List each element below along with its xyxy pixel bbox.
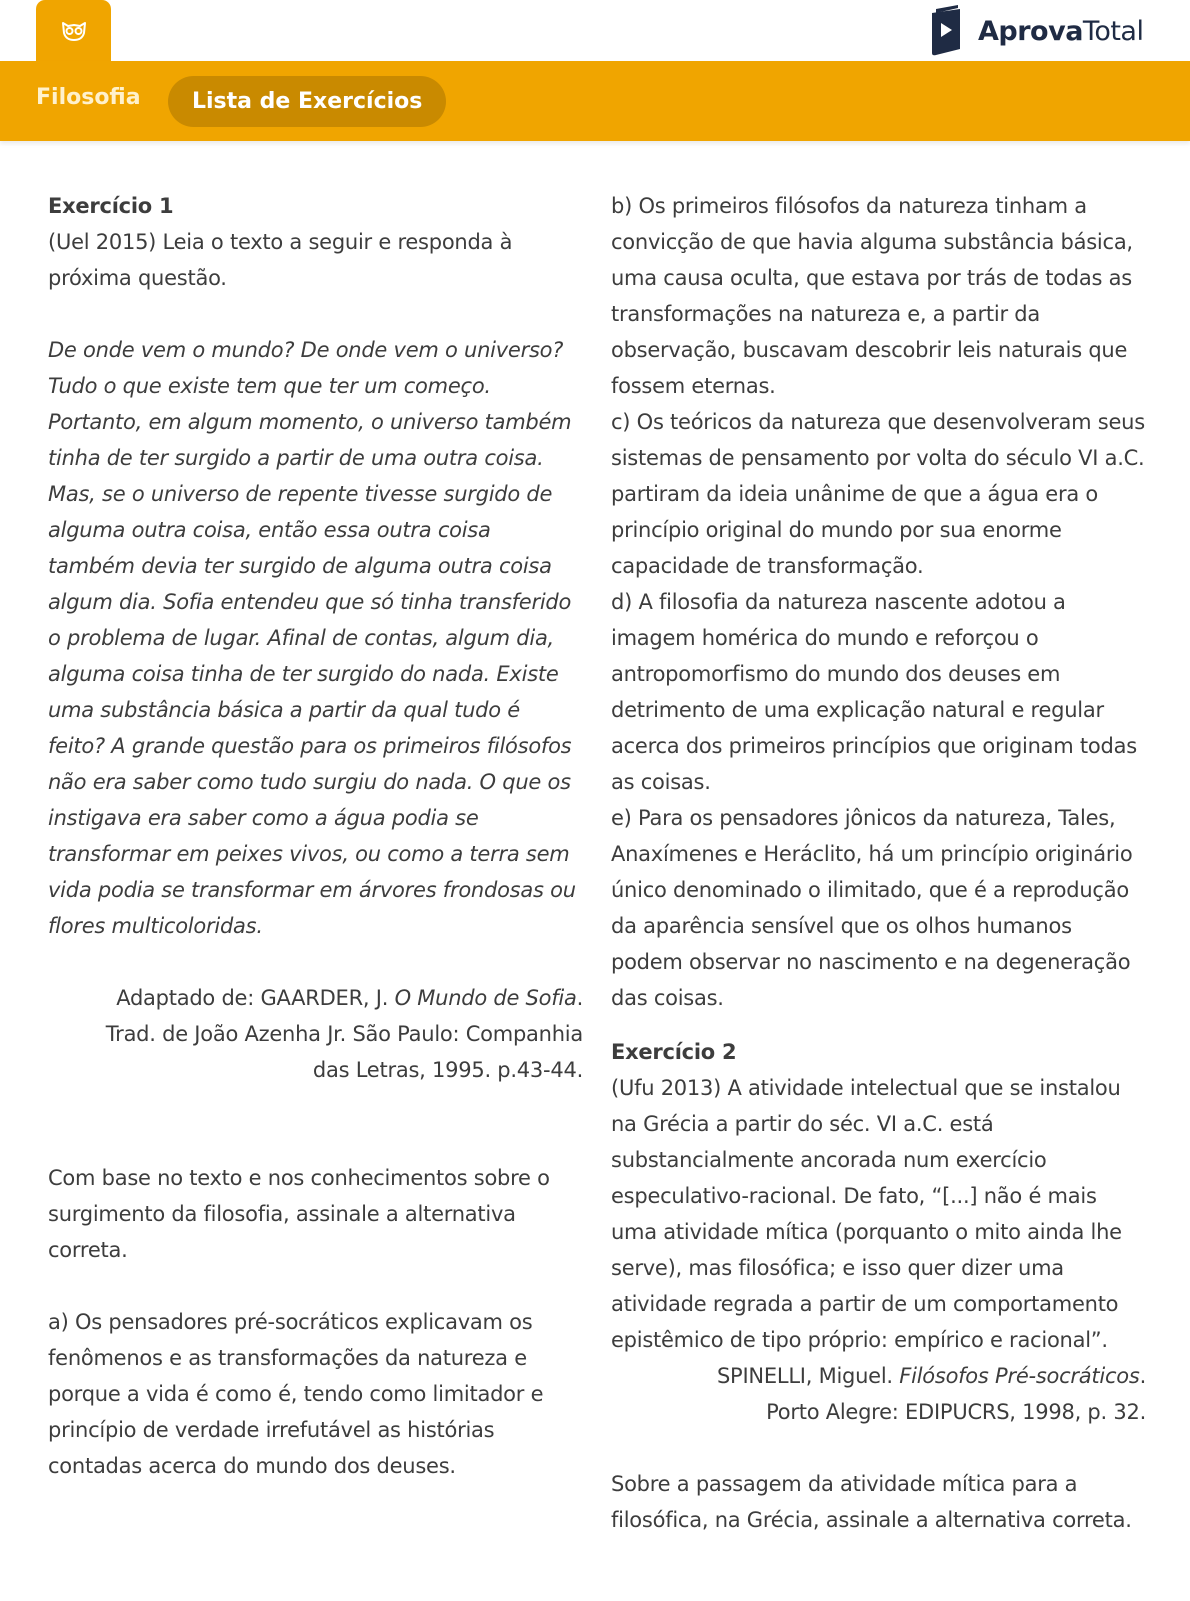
exercise-1-option-c: c) Os teóricos da natureza que desenvolveram seus sistemas de pensamento por volta do século VI a.C. partiram da ideia unânime de que a água era o princípio original do mundo por sua enorme capacidade de transformação. <box>611 410 1145 578</box>
right-column <box>611 188 1146 1538</box>
aprovatotal-logo[interactable] <box>928 4 1143 58</box>
exercise-1-intro: (Uel 2015) Leia o texto a seguir e responda à próxima questão. <box>48 230 513 290</box>
exercise-2-intro: (Ufu 2013) A atividade intelectual que se instalou na Grécia a partir do séc. VI a.C. está substancialmente ancorada num exercício especulativo-racional. De fato, “[...] não é mais uma atividade mítica (porquanto o mito ainda lhe serve), mas filosófica; e isso quer dizer uma atividade regrada a partir de um comportamento epistêmico de tipo próprio: empírico e racional”. <box>611 1076 1122 1352</box>
left-column <box>48 188 583 1484</box>
top-bar <box>0 0 1190 61</box>
exercise-1-source: Adaptado de: GAARDER, J. O Mundo de Sofia. Trad. de João Azenha Jr. São Paulo: Companhia das Letras, 1995. p.43-44. <box>105 986 583 1082</box>
exercise-1-option-d: d) A filosofia da natureza nascente adotou a imagem homérica do mundo e reforçou o antropomorfismo do mundo dos deuses em detrimento de uma explicação natural e regular acerca dos primeiros princípios que originam todas as coisas. <box>611 590 1137 794</box>
exercise-1-question: Com base no texto e nos conhecimentos sobre o surgimento da filosofia, assinale a alternativa correta. <box>48 1166 550 1262</box>
book-icon <box>928 5 964 57</box>
exercise-2-title: Exercício 2 <box>611 1040 737 1064</box>
brand-name: AprovaTotal <box>978 15 1144 47</box>
breadcrumb-subject[interactable]: Filosofia <box>36 85 141 110</box>
exercise-1-option-a: a) Os pensadores pré-socráticos explicavam os fenômenos e as transformações da natureza e porque a vida é como é, tendo como limitador e princípio de verdade irrefutável as histórias contadas acerca do mundo dos deuses. <box>48 1310 544 1478</box>
exercise-1-title: Exercício 1 <box>48 194 174 218</box>
exercise-2-source: SPINELLI, Miguel. Filósofos Pré-socráticos. Porto Alegre: EDIPUCRS, 1998, p. 32. <box>716 1364 1146 1424</box>
breadcrumb-current-page[interactable]: Lista de Exercícios <box>168 76 446 127</box>
breadcrumb <box>0 61 1190 141</box>
owl-icon <box>61 21 87 41</box>
exercise-2-question: Sobre a passagem da atividade mítica para a filosófica, na Grécia, assinale a alternativa correta. <box>611 1472 1132 1532</box>
exercise-1-option-b: b) Os primeiros filósofos da natureza tinham a convicção de que havia alguma substância básica, uma causa oculta, que estava por trás de todas as transformações na natureza e, a partir da observação, buscavam descobrir leis naturais que fossem eternas. <box>611 194 1133 398</box>
home-tab[interactable] <box>36 0 111 62</box>
exercise-1-option-e: e) Para os pensadores jônicos da natureza, Tales, Anaxímenes e Heráclito, há um princípio originário único denominado o ilimitado, que é a reprodução da aparência sensível que os olhos humanos podem observar no nascimento e na degeneração das coisas. <box>611 806 1133 1010</box>
exercise-1-passage: De onde vem o mundo? De onde vem o universo? Tudo o que existe tem que ter um começo. Portanto, em algum momento, o universo também tinha de ter surgido a partir de uma outra coisa. Mas, se o universo de repente tivesse surgido de alguma outra coisa, então essa outra coisa também devia ter surgido de alguma outra coisa algum dia. Sofia entendeu que só tinha transferido o problema de lugar. Afinal de contas, algum dia, alguma coisa tinha de ter surgido do nada. Existe uma substância básica a partir da qual tudo é feito? A grande questão para os primeiros filósofos não era saber como tudo surgiu do nada. O que os instigava era saber como a água podia se transformar em peixes vivos, ou como a terra sem vida podia se transformar em árvores frondosas ou flores multicoloridas. <box>48 338 576 938</box>
